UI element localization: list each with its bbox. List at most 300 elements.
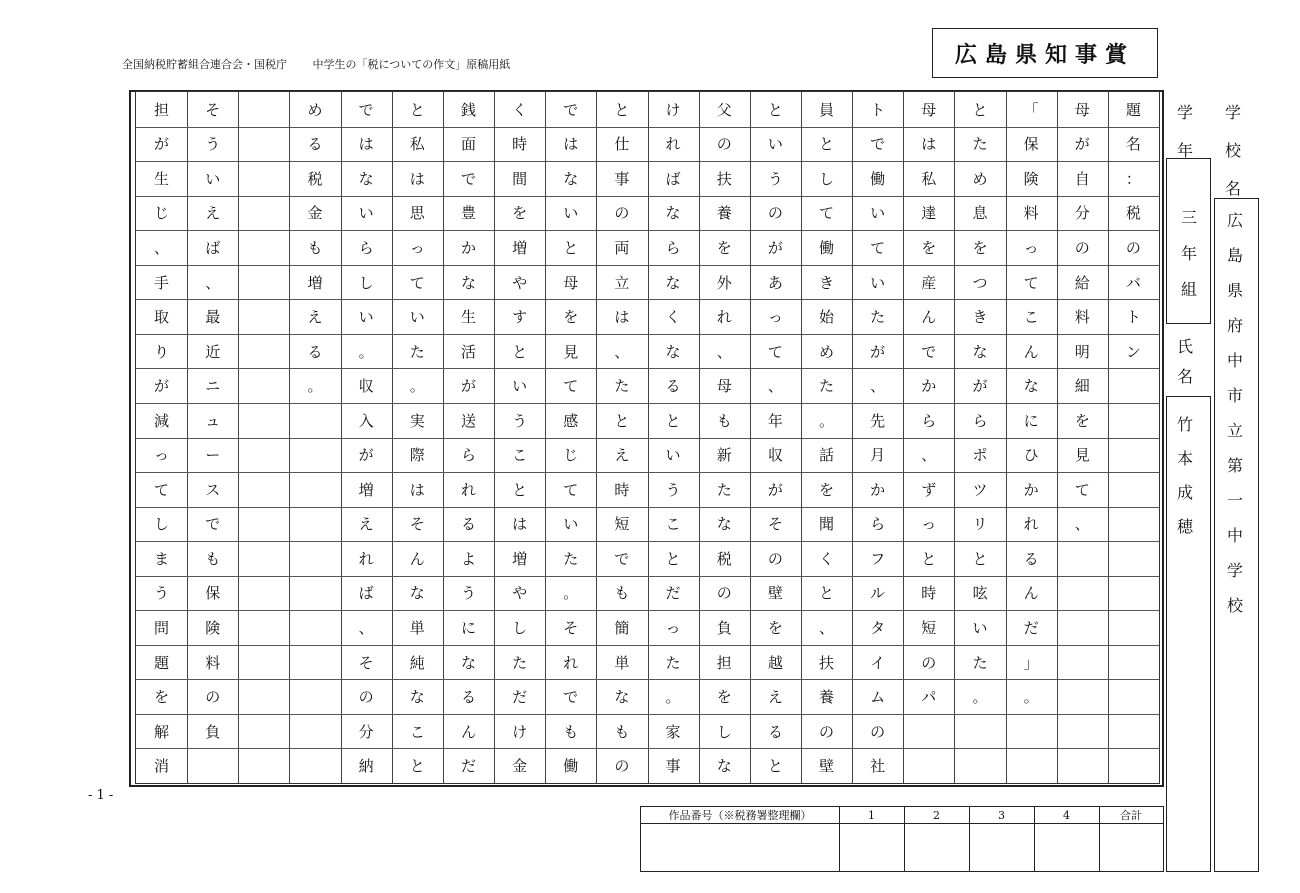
manuscript-char: を: [921, 238, 937, 257]
manuscript-char: 達: [921, 204, 937, 223]
vertical-char: 立: [1226, 421, 1243, 440]
manuscript-char: た: [512, 653, 528, 672]
manuscript-char: 問: [154, 619, 170, 638]
manuscript-char: か: [870, 480, 886, 499]
manuscript-char: し: [716, 722, 732, 741]
manuscript-char: ポ: [972, 446, 988, 465]
manuscript-char: う: [205, 135, 221, 154]
manuscript-char: な: [665, 273, 681, 292]
manuscript-char: の: [358, 688, 374, 707]
manuscript-char: 実: [409, 411, 425, 430]
manuscript-char: ば: [205, 238, 221, 257]
manuscript-char: い: [767, 135, 783, 154]
manuscript-char: 始: [819, 308, 835, 327]
manuscript-char: 思: [409, 204, 425, 223]
manuscript-char: な: [460, 273, 476, 292]
manuscript-char: る: [307, 135, 323, 154]
manuscript-char: た: [409, 342, 425, 361]
manuscript-char: う: [512, 411, 528, 430]
manuscript-char: 税: [1125, 204, 1141, 223]
manuscript-char: た: [614, 377, 630, 396]
name-label: [1170, 330, 1200, 390]
manuscript-char: で: [563, 688, 579, 707]
manuscript-char: の: [921, 653, 937, 672]
manuscript-char: 月: [870, 446, 886, 465]
manuscript-char: 短: [614, 515, 630, 534]
manuscript-char: 簡: [614, 619, 630, 638]
manuscript-char: え: [307, 308, 323, 327]
manuscript-char: 母: [716, 377, 732, 396]
manuscript-char: じ: [563, 446, 579, 465]
manuscript-char: る: [665, 377, 681, 396]
manuscript-char: も: [614, 584, 630, 603]
manuscript-char: れ: [563, 653, 579, 672]
manuscript-char: っ: [154, 446, 170, 465]
manuscript-char: 生: [460, 308, 476, 327]
manuscript-char: ん: [409, 549, 425, 568]
manuscript-char: う: [665, 480, 681, 499]
manuscript-char: 名: [1125, 135, 1141, 154]
manuscript-char: と: [767, 757, 783, 776]
manuscript-char: 険: [205, 619, 221, 638]
vertical-char: 府: [1226, 316, 1243, 335]
manuscript-char: も: [716, 411, 732, 430]
vertical-char: 広: [1226, 211, 1243, 230]
page-number: - 1 -: [88, 788, 114, 803]
manuscript-char: ス: [205, 480, 221, 499]
manuscript-char: ま: [154, 549, 170, 568]
manuscript-char: る: [460, 688, 476, 707]
manuscript-char: で: [614, 549, 630, 568]
manuscript-char: 働: [819, 238, 835, 257]
manuscript-char: ん: [460, 722, 476, 741]
manuscript-char: 働: [870, 169, 886, 188]
manuscript-char: を: [819, 480, 835, 499]
manuscript-char: は: [614, 308, 630, 327]
manuscript-char: 息: [972, 204, 988, 223]
vertical-char: 年: [1180, 243, 1197, 263]
manuscript-char: が: [767, 480, 783, 499]
manuscript-char: ニ: [205, 377, 221, 396]
manuscript-char: 解: [154, 722, 170, 741]
manuscript-char: ひ: [1023, 446, 1039, 465]
manuscript-char: 呟: [972, 584, 988, 603]
manuscript-char: パ: [921, 688, 937, 707]
manuscript-char: 取: [154, 308, 170, 327]
manuscript-char: で: [563, 100, 579, 119]
manuscript-char: き: [819, 273, 835, 292]
manuscript-char: ら: [972, 411, 988, 430]
manuscript-char: ト: [1125, 308, 1141, 327]
manuscript-char: れ: [665, 135, 681, 154]
manuscript-char: た: [870, 308, 886, 327]
manuscript-char: る: [307, 342, 323, 361]
manuscript-char: え: [358, 515, 374, 534]
manuscript-char: と: [921, 549, 937, 568]
manuscript-char: い: [563, 515, 579, 534]
manuscript-char: じ: [154, 204, 170, 223]
manuscript-char: と: [614, 411, 630, 430]
manuscript-char: 生: [154, 169, 170, 188]
vertical-char: 穂: [1176, 516, 1193, 536]
manuscript-char: ル: [870, 584, 886, 603]
manuscript-char: 年: [767, 411, 783, 430]
manuscript-char: け: [665, 100, 681, 119]
table-divider: [1034, 807, 1035, 871]
vertical-char: 学: [1176, 102, 1193, 122]
manuscript-char: 増: [512, 238, 528, 257]
manuscript-char: も: [614, 722, 630, 741]
manuscript-char: そ: [409, 515, 425, 534]
manuscript-char: え: [614, 446, 630, 465]
manuscript-char: う: [154, 584, 170, 603]
manuscript-char: 壁: [767, 584, 783, 603]
manuscript-char: な: [460, 653, 476, 672]
manuscript-char: ん: [1023, 584, 1039, 603]
manuscript-char: ム: [870, 688, 886, 707]
manuscript-char: 。: [358, 342, 374, 361]
manuscript-char: で: [358, 100, 374, 119]
manuscript-char: 料: [1023, 204, 1039, 223]
manuscript-char: ュ: [205, 411, 221, 430]
manuscript-char: が: [460, 377, 476, 396]
manuscript-char: な: [716, 757, 732, 776]
manuscript-char: し: [154, 515, 170, 534]
manuscript-char: な: [409, 688, 425, 707]
manuscript-char: 間: [512, 169, 528, 188]
grid-column-line: [1057, 92, 1058, 783]
manuscript-char: な: [614, 688, 630, 707]
manuscript-char: が: [767, 238, 783, 257]
manuscript-char: 納: [358, 757, 374, 776]
manuscript-char: と: [819, 135, 835, 154]
manuscript-char: て: [767, 342, 783, 361]
manuscript-char: 料: [1074, 308, 1090, 327]
manuscript-char: 短: [921, 619, 937, 638]
vertical-char: 島: [1226, 246, 1243, 265]
manuscript-char: イ: [870, 653, 886, 672]
manuscript-char: は: [409, 480, 425, 499]
manuscript-char: の: [614, 204, 630, 223]
manuscript-char: だ: [1023, 619, 1039, 638]
manuscript-char: 、: [154, 238, 170, 257]
manuscript-char: い: [358, 308, 374, 327]
manuscript-char: 母: [921, 100, 937, 119]
manuscript-char: い: [972, 619, 988, 638]
manuscript-char: 見: [563, 342, 579, 361]
manuscript-char: 収: [767, 446, 783, 465]
manuscript-char: ら: [358, 238, 374, 257]
manuscript-char: て: [1023, 273, 1039, 292]
manuscript-char: っ: [409, 238, 425, 257]
manuscript-char: 父: [716, 100, 732, 119]
manuscript-char: う: [460, 584, 476, 603]
manuscript-char: 養: [819, 688, 835, 707]
manuscript-char: 。: [409, 377, 425, 396]
manuscript-char: い: [563, 204, 579, 223]
manuscript-char: と: [409, 757, 425, 776]
vertical-char: 中: [1226, 526, 1243, 545]
manuscript-char: 越: [767, 653, 783, 672]
manuscript-char: な: [665, 204, 681, 223]
table-header-work-number: 作品番号（※税務署整理欄）: [641, 807, 839, 824]
manuscript-char: る: [460, 515, 476, 534]
vertical-char: 校: [1226, 596, 1243, 615]
manuscript-char: れ: [716, 308, 732, 327]
manuscript-char: ば: [358, 584, 374, 603]
manuscript-char: か: [921, 377, 937, 396]
manuscript-char: ず: [921, 480, 937, 499]
vertical-char: 学: [1226, 561, 1243, 580]
manuscript-char: っ: [1023, 238, 1039, 257]
manuscript-char: い: [870, 273, 886, 292]
manuscript-char: っ: [767, 308, 783, 327]
manuscript-char: 家: [665, 722, 681, 741]
vertical-char: 一: [1226, 491, 1243, 510]
manuscript-char: フ: [870, 549, 886, 568]
vertical-char: 本: [1176, 448, 1193, 468]
manuscript-char: 。: [819, 411, 835, 430]
manuscript-char: 時: [614, 480, 630, 499]
manuscript-char: の: [1125, 238, 1141, 257]
manuscript-char: そ: [563, 619, 579, 638]
manuscript-char: が: [972, 377, 988, 396]
grade-value: [1174, 198, 1204, 306]
manuscript-char: 増: [307, 273, 323, 292]
manuscript-char: 事: [665, 757, 681, 776]
manuscript-char: を: [563, 308, 579, 327]
manuscript-char: 単: [614, 653, 630, 672]
manuscript-char: 産: [921, 273, 937, 292]
manuscript-char: を: [972, 238, 988, 257]
manuscript-char: と: [972, 549, 988, 568]
table-header-total: 合計: [1099, 807, 1163, 824]
manuscript-char: れ: [1023, 515, 1039, 534]
manuscript-char: 保: [1023, 135, 1039, 154]
vertical-char: 三: [1180, 207, 1197, 227]
manuscript-char: ら: [921, 411, 937, 430]
manuscript-char: 仕: [614, 135, 630, 154]
manuscript-char: え: [767, 688, 783, 707]
manuscript-char: と: [819, 584, 835, 603]
manuscript-char: す: [512, 308, 528, 327]
manuscript-char: 手: [154, 273, 170, 292]
manuscript-char: バ: [1125, 273, 1141, 292]
manuscript-char: な: [563, 169, 579, 188]
manuscript-char: だ: [512, 688, 528, 707]
manuscript-char: を: [1074, 411, 1090, 430]
manuscript-char: 扶: [819, 653, 835, 672]
form-header: [122, 56, 510, 72]
manuscript-char: 事: [614, 169, 630, 188]
manuscript-char: ら: [460, 446, 476, 465]
grid-row-line: [136, 748, 1159, 749]
form-title: 中学生の「税についての作文」原稿用紙: [312, 58, 511, 71]
tax-office-table: [640, 806, 1164, 872]
grid-column-line: [1108, 92, 1109, 783]
manuscript-char: 。: [1023, 688, 1039, 707]
manuscript-char: ら: [665, 238, 681, 257]
table-header-2: 2: [904, 807, 969, 824]
manuscript-char: て: [870, 238, 886, 257]
manuscript-char: に: [460, 619, 476, 638]
manuscript-char: 」: [1023, 653, 1039, 672]
manuscript-char: 話: [819, 446, 835, 465]
manuscript-char: 税: [307, 169, 323, 188]
manuscript-char: こ: [409, 722, 425, 741]
manuscript-char: の: [716, 135, 732, 154]
table-divider: [969, 807, 970, 871]
manuscript-char: く: [665, 308, 681, 327]
manuscript-char: 細: [1074, 377, 1090, 396]
manuscript-char: て: [1074, 480, 1090, 499]
table-divider: [904, 807, 905, 871]
manuscript-char: 見: [1074, 446, 1090, 465]
manuscript-char: ら: [870, 515, 886, 534]
manuscript-char: 外: [716, 273, 732, 292]
table-header-4: 4: [1034, 807, 1099, 824]
manuscript-char: め: [819, 342, 835, 361]
manuscript-char: た: [819, 377, 835, 396]
manuscript-char: 、: [870, 377, 886, 396]
grid-row-line: [136, 714, 1159, 715]
manuscript-char: い: [409, 308, 425, 327]
manuscript-grid: [135, 91, 1160, 784]
manuscript-char: く: [819, 549, 835, 568]
manuscript-char: い: [358, 204, 374, 223]
manuscript-char: の: [716, 584, 732, 603]
manuscript-char: 時: [512, 135, 528, 154]
manuscript-char: 先: [870, 411, 886, 430]
manuscript-char: っ: [665, 619, 681, 638]
manuscript-char: る: [767, 722, 783, 741]
manuscript-char: も: [205, 549, 221, 568]
manuscript-char: の: [205, 688, 221, 707]
manuscript-char: き: [972, 308, 988, 327]
manuscript-char: れ: [358, 549, 374, 568]
manuscript-char: と: [512, 342, 528, 361]
vertical-char: 竹: [1176, 414, 1193, 434]
manuscript-char: と: [665, 549, 681, 568]
manuscript-char: が: [154, 377, 170, 396]
manuscript-char: 、: [205, 273, 221, 292]
manuscript-char: の: [819, 722, 835, 741]
manuscript-char: ー: [205, 446, 221, 465]
manuscript-char: め: [307, 100, 323, 119]
manuscript-char: 負: [716, 619, 732, 638]
manuscript-char: を: [154, 688, 170, 707]
manuscript-char: 減: [154, 411, 170, 430]
organization-name: 全国納税貯蓄組合連合会・国税庁: [122, 58, 287, 71]
manuscript-char: 際: [409, 446, 425, 465]
manuscript-char: く: [512, 100, 528, 119]
table-header-3: 3: [969, 807, 1034, 824]
manuscript-char: 険: [1023, 169, 1039, 188]
manuscript-char: て: [409, 273, 425, 292]
manuscript-char: の: [767, 204, 783, 223]
manuscript-char: し: [358, 273, 374, 292]
manuscript-char: 増: [512, 549, 528, 568]
manuscript-char: ツ: [972, 480, 988, 499]
manuscript-char: け: [512, 722, 528, 741]
manuscript-char: 分: [358, 722, 374, 741]
manuscript-char: り: [154, 342, 170, 361]
manuscript-char: そ: [767, 515, 783, 534]
manuscript-char: 扶: [716, 169, 732, 188]
manuscript-char: 自: [1074, 169, 1090, 188]
manuscript-char: と: [409, 100, 425, 119]
vertical-char: 氏: [1176, 336, 1193, 356]
manuscript-char: 、: [614, 342, 630, 361]
manuscript-char: 感: [563, 411, 579, 430]
manuscript-char: そ: [205, 100, 221, 119]
manuscript-char: な: [665, 342, 681, 361]
manuscript-char: て: [154, 480, 170, 499]
manuscript-char: と: [665, 411, 681, 430]
manuscript-char: 新: [716, 446, 732, 465]
manuscript-char: は: [563, 135, 579, 154]
manuscript-char: と: [614, 100, 630, 119]
manuscript-char: て: [563, 480, 579, 499]
manuscript-char: 壁: [819, 757, 835, 776]
manuscript-char: つ: [972, 273, 988, 292]
manuscript-char: な: [1023, 377, 1039, 396]
vertical-char: 第: [1226, 456, 1243, 475]
manuscript-char: 両: [614, 238, 630, 257]
manuscript-char: が: [1074, 135, 1090, 154]
manuscript-char: ン: [1125, 342, 1141, 361]
vertical-char: 成: [1176, 482, 1193, 502]
vertical-char: 組: [1180, 279, 1197, 299]
manuscript-char: と: [512, 480, 528, 499]
manuscript-char: 活: [460, 342, 476, 361]
manuscript-char: だ: [665, 584, 681, 603]
manuscript-char: え: [205, 204, 221, 223]
manuscript-char: 。: [972, 688, 988, 707]
manuscript-char: の: [1074, 238, 1090, 257]
manuscript-char: だ: [460, 757, 476, 776]
manuscript-char: よ: [460, 549, 476, 568]
manuscript-char: タ: [870, 619, 886, 638]
manuscript-char: た: [563, 549, 579, 568]
manuscript-char: 、: [1074, 515, 1090, 534]
manuscript-char: 、: [358, 619, 374, 638]
manuscript-char: 分: [1074, 204, 1090, 223]
manuscript-char: と: [767, 100, 783, 119]
vertical-char: 校: [1224, 140, 1241, 160]
manuscript-char: こ: [1023, 308, 1039, 327]
school-value: [1220, 202, 1250, 622]
manuscript-char: い: [870, 204, 886, 223]
manuscript-char: こ: [512, 446, 528, 465]
manuscript-char: 員: [819, 100, 835, 119]
manuscript-char: 最: [205, 308, 221, 327]
vertical-char: 名: [1176, 366, 1193, 386]
manuscript-char: 収: [358, 377, 374, 396]
manuscript-char: た: [972, 653, 988, 672]
table-divider: [1099, 807, 1100, 871]
manuscript-char: を: [716, 688, 732, 707]
manuscript-char: ト: [870, 100, 886, 119]
manuscript-char: 給: [1074, 273, 1090, 292]
manuscript-char: あ: [767, 273, 783, 292]
manuscript-char: と: [972, 100, 988, 119]
manuscript-char: そ: [358, 653, 374, 672]
manuscript-char: は: [358, 135, 374, 154]
manuscript-char: な: [716, 515, 732, 534]
manuscript-char: れ: [460, 480, 476, 499]
manuscript-char: 保: [205, 584, 221, 603]
